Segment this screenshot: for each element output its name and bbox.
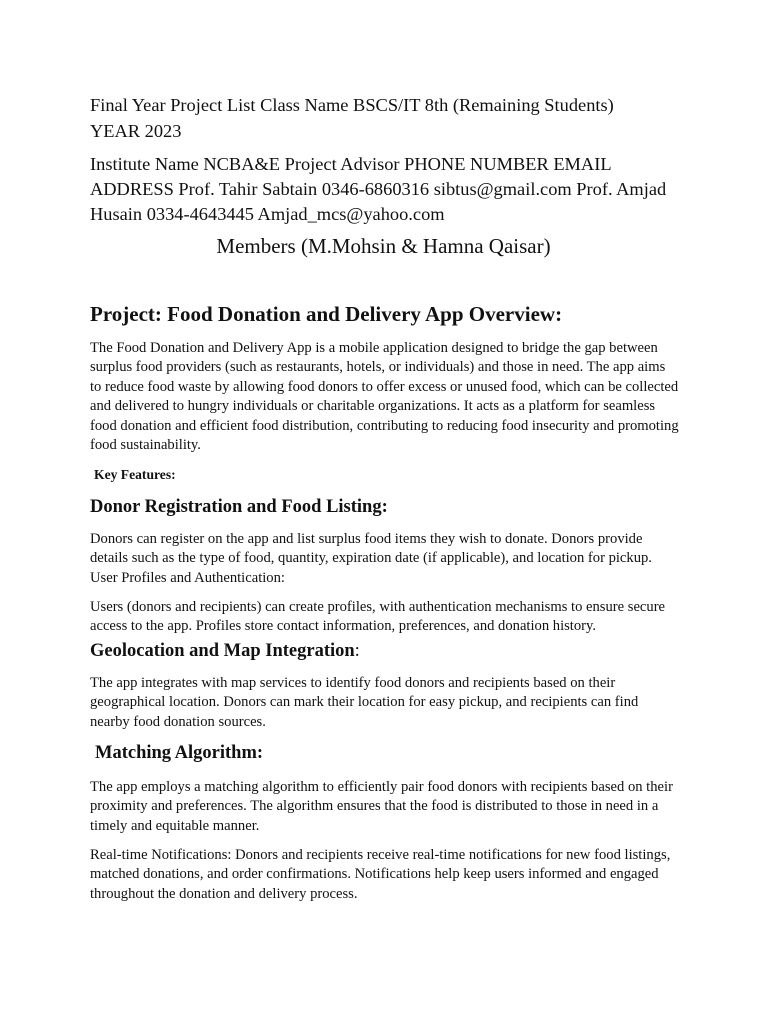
geolocation-paragraph: The app integrates with map services to identify food donors and recipients based on their geographical location. Donors can mark their location for easy pickup, and recipients can find nearby food donation sources.: [90, 675, 639, 730]
donor-registration-heading: Donor Registration and Food Listing:: [90, 497, 388, 517]
donor-registration-paragraph: Donors can register on the app and list surplus food items they wish to donate. Donors provide details such as the type of food, quantity, expiration date (if applicable), and location for pickup. User Profiles and Authentication:: [90, 531, 652, 586]
realtime-notifications-paragraph: Real-time Notifications: Donors and recipients receive real-time notifications for new food listings, matched donations, and order confirmations. Notifications help keep users informed and engaged throughout the donation and delivery process.: [90, 847, 671, 902]
institute-advisors-paragraph: Institute Name NCBA&E Project Advisor PHONE NUMBER EMAIL ADDRESS Prof. Tahir Sabtain 0346-6860316 sibtus@gmail.com Prof. Amjad Husain 0334-4643445 Amjad_mcs@yahoo.com: [90, 154, 667, 224]
matching-algorithm-heading: Matching Algorithm:: [95, 743, 264, 763]
geolocation-heading: [90, 639, 680, 663]
key-features-label: Key Features:: [94, 467, 176, 482]
project-title: Project: Food Donation and Delivery App Overview:: [90, 302, 563, 326]
geolocation-heading-text: Geolocation and Map Integration: [90, 641, 355, 661]
header-title-line2: YEAR 2023: [90, 121, 182, 141]
overview-paragraph: The Food Donation and Delivery App is a mobile application designed to bridge the gap between surplus food providers (such as restaurants, hotels, or individuals) and those in need. The app aims to reduce food waste by allowing food donors to offer excess or unused food, which can be collected and delivered to hungry individuals or charitable organizations. It acts as a platform for seamless food donation and efficient food distribution, contributing to reducing food insecurity and promoting food sustainability.: [90, 340, 679, 454]
header-title-line1: Final Year Project List Class Name BSCS/IT 8th (Remaining Students): [90, 95, 614, 115]
user-profiles-paragraph: Users (donors and recipients) can create profiles, with authentication mechanisms to ensure secure access to the app. Profiles store contact information, preferences, and donation history.: [90, 599, 666, 635]
members-line: Members (M.Mohsin & Hamna Qaisar): [216, 234, 551, 258]
matching-algorithm-paragraph: The app employs a matching algorithm to efficiently pair food donors with recipients based on their proximity and preferences. The algorithm ensures that the food is distributed to those in need in a timely and equitable manner.: [90, 779, 673, 834]
geolocation-heading-colon: :: [354, 641, 360, 661]
